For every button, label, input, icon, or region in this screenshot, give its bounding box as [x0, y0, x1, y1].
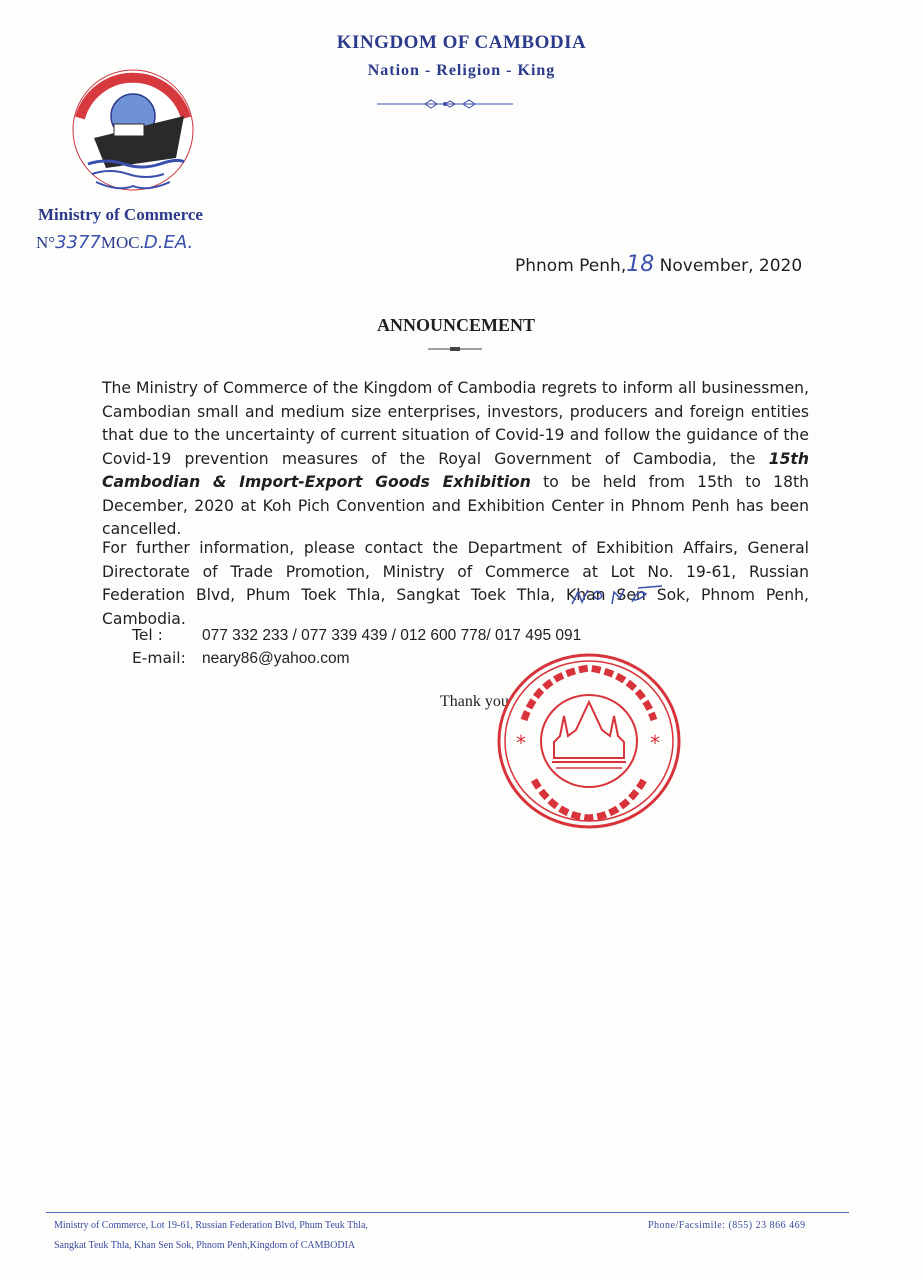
ministry-name: Ministry of Commerce [38, 205, 203, 224]
national-motto: Nation - Religion - King [367, 62, 556, 79]
footer-divider [46, 1212, 849, 1213]
country-title: KINGDOM OF CAMBODIA [336, 32, 587, 53]
closing-text: Thank you [440, 693, 509, 710]
ornament-divider [375, 96, 515, 112]
svg-text:*: * [650, 731, 660, 755]
contact-paragraph: For further information, please contact the Department of Exhibition Affairs, General Directorate of Trade Promotion, Ministry of Commerce at Lot No. 19-61, Russian Federation Blvd, Phum Toek Thla, Sangkat Toek Thla, Khan Sen Sok, Phnom Penh, Cambodia. [102, 539, 809, 628]
date-place: Phnom Penh, [515, 256, 627, 276]
date-day: 18 [626, 252, 655, 277]
announcement-paragraph [102, 377, 809, 542]
reference-number [36, 232, 193, 253]
ministry-logo [66, 66, 200, 194]
phone-row [132, 624, 581, 647]
para1-text-end: to be held from 15th to 18th December, 2020 at Koh Pich Convention and Exhibition Center in Phnom Penh has been cancelled. [102, 473, 809, 538]
ref-suffix: MOC. [100, 233, 144, 252]
email-label: E-mail: [132, 649, 186, 667]
footer-address-line1: Ministry of Commerce, Lot 19-61, Russian Federation Blvd, Phum Teuk Thla, [54, 1220, 368, 1231]
handwritten-initials [568, 584, 664, 610]
footer-phone: Phone/Facsimile: (855) 23 866 469 [648, 1220, 806, 1231]
svg-text:*: * [516, 731, 526, 755]
official-seal [494, 650, 684, 830]
announcement-title: ANNOUNCEMENT [376, 315, 535, 335]
ref-prefix: N° [36, 233, 56, 252]
phone-numbers: 077 332 233 / 077 339 439 / 012 600 778/ 017 495 091 [202, 627, 582, 644]
phone-label: Tel : [132, 626, 163, 644]
exhibition-name: 15th Cambodian & Import-Export Goods Exhibition [102, 449, 809, 491]
ref-number: 3377 [55, 232, 101, 253]
date-line [515, 252, 802, 277]
para1-text: The Ministry of Commerce of the Kingdom of Cambodia regrets to inform all businessmen, Cambodian small and medium size enterprises, investors, producers and foreign entities that due to the uncertainty of current situation of Covid-19 and follow the guidance of the Covid-19 prevention measures of the Royal Government of Cambodia, the [102, 379, 809, 468]
footer-address-line2: Sangkat Teuk Thla, Khan Sen Sok, Phnom Penh,Kingdom of CAMBODIA [54, 1240, 356, 1251]
email-address: neary86@yahoo.com [202, 650, 350, 667]
title-divider [426, 345, 484, 353]
ref-code: D.EA. [143, 232, 194, 253]
date-month-year: November, 2020 [659, 256, 803, 276]
